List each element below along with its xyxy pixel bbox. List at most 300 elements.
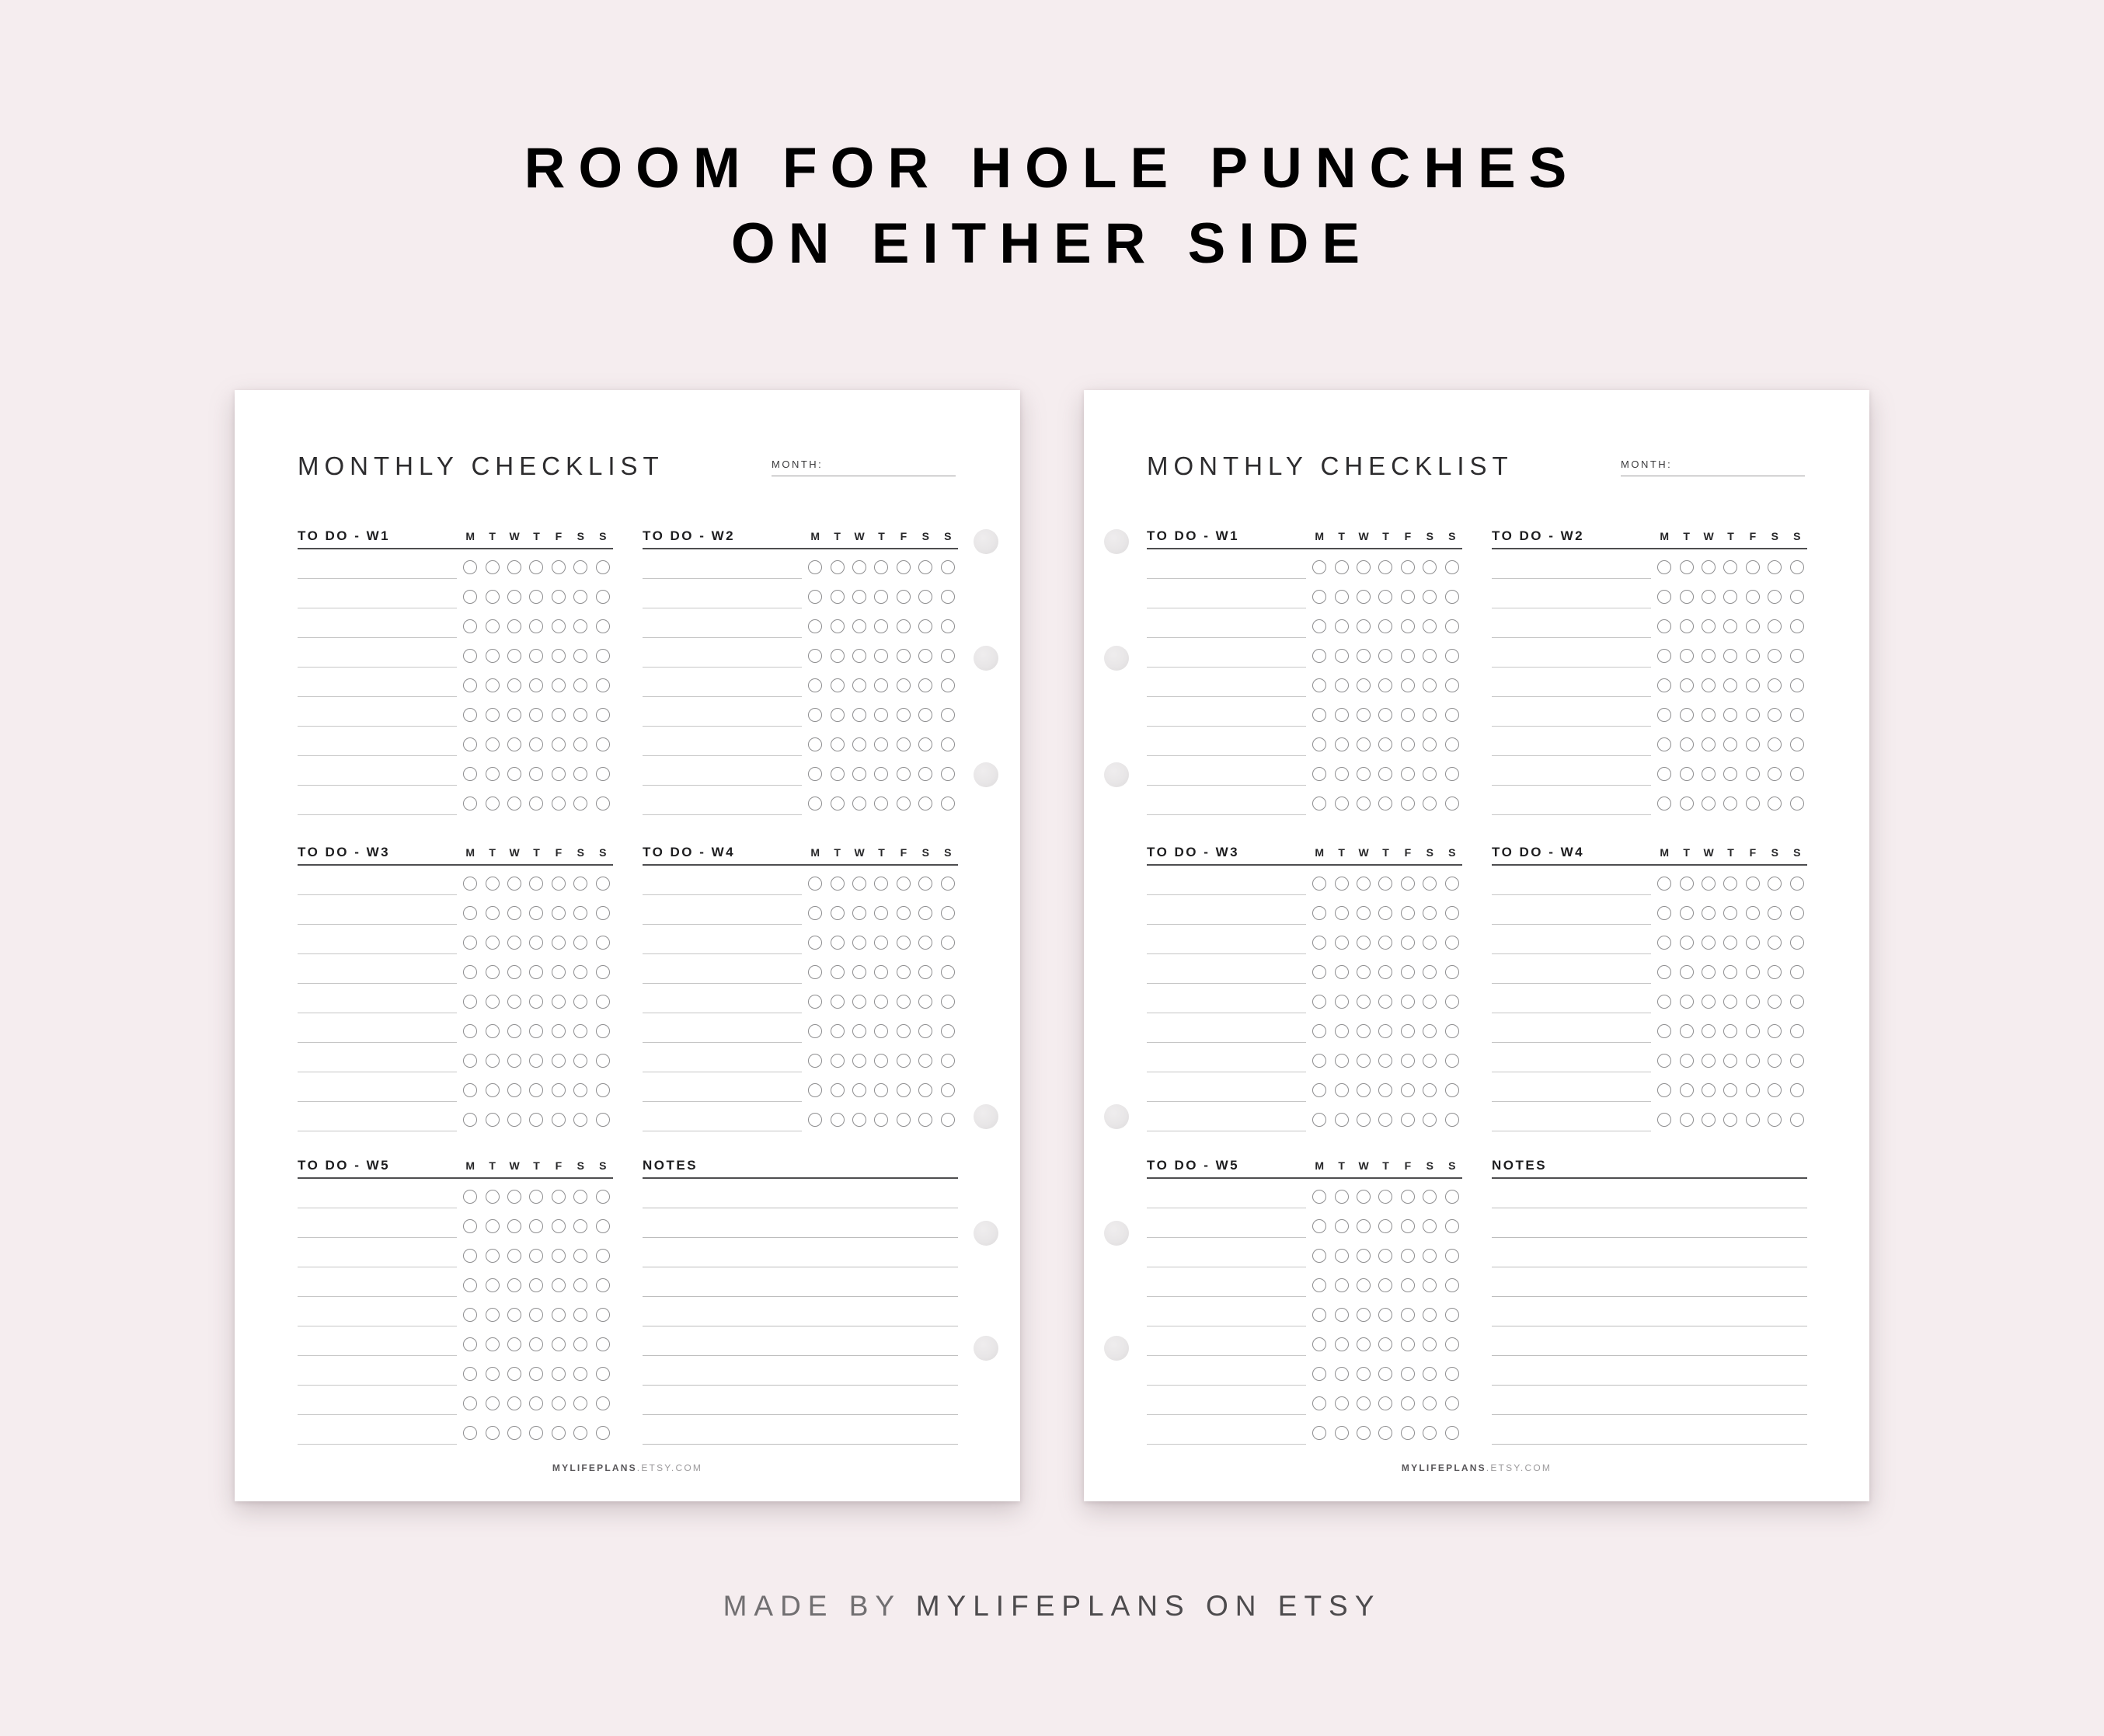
day-check-slot (1330, 1219, 1352, 1233)
day-check-slot (1419, 1278, 1440, 1292)
check-circle (1312, 1308, 1326, 1322)
check-circle (486, 560, 500, 574)
day-check-slot (1698, 877, 1719, 891)
check-circle (1680, 797, 1694, 810)
day-check-slot (1374, 619, 1396, 633)
day-check-slot (525, 649, 547, 663)
day-check-slot (848, 560, 870, 574)
day-check-slot (1308, 708, 1330, 722)
day-check-slot (481, 678, 503, 692)
day-check-slot (1419, 1367, 1440, 1381)
check-circle (808, 767, 822, 781)
day-check-slot (1698, 590, 1719, 604)
section-header (298, 1156, 613, 1179)
day-check-slot (1397, 1190, 1419, 1204)
day-check-slot (548, 1278, 570, 1292)
check-circle (486, 590, 500, 604)
check-circle (1702, 797, 1716, 810)
day-check-slot (1441, 1024, 1463, 1038)
check-circle (1790, 619, 1804, 633)
day-check-circles (459, 1308, 614, 1322)
weekday-letter: W (509, 1159, 520, 1172)
check-circle (1723, 767, 1737, 781)
check-circle (1723, 678, 1737, 692)
section-label: TO DO - W2 (643, 528, 736, 543)
check-circle (1401, 1396, 1415, 1410)
check-circle (486, 877, 500, 891)
check-circle (507, 678, 521, 692)
day-check-slot (570, 1308, 591, 1322)
day-check-slot (1397, 737, 1419, 751)
check-circle (552, 619, 566, 633)
check-circle (1312, 560, 1326, 574)
task-row (1492, 727, 1807, 756)
day-check-slot (570, 1278, 591, 1292)
check-circle (1423, 678, 1437, 692)
day-check-slot (1441, 797, 1463, 810)
check-circle (1723, 649, 1737, 663)
notes-row (643, 1326, 958, 1356)
day-check-slot (1764, 1024, 1785, 1038)
check-circle (1401, 708, 1415, 722)
task-row (1147, 697, 1462, 727)
task-row (643, 786, 958, 815)
check-circle (1657, 906, 1671, 920)
task-row (643, 549, 958, 579)
check-circle (1746, 877, 1760, 891)
day-check-slot (481, 1308, 503, 1322)
day-check-circles (804, 767, 959, 781)
day-check-slot (1698, 619, 1719, 633)
check-circle (831, 678, 845, 692)
day-check-slot (570, 678, 591, 692)
check-circle (1357, 1054, 1371, 1068)
day-check-slot (1698, 560, 1719, 574)
check-circle (596, 1337, 610, 1351)
day-check-slot (1353, 1054, 1374, 1068)
day-check-slot (459, 877, 481, 891)
weekday-letter: T (834, 530, 841, 542)
check-circle (463, 737, 477, 751)
day-check-slot (914, 590, 936, 604)
day-check-slot (481, 590, 503, 604)
day-check-slot (459, 1278, 481, 1292)
day-check-slot (481, 1337, 503, 1351)
day-check-slot (893, 797, 914, 810)
check-circle (1357, 1278, 1371, 1292)
check-circle (463, 877, 477, 891)
check-circle (1335, 1219, 1349, 1233)
day-check-slot (1675, 590, 1697, 604)
day-check-slot (1397, 906, 1419, 920)
day-check-slot (1441, 1249, 1463, 1263)
day-check-slot (592, 965, 614, 979)
hole-punch (974, 762, 998, 787)
check-circle (1680, 995, 1694, 1009)
check-circle (596, 1278, 610, 1292)
check-circle (1312, 1083, 1326, 1097)
notes-row (1492, 1267, 1807, 1297)
day-check-slot (1742, 767, 1764, 781)
day-check-slot (1698, 965, 1719, 979)
check-circle (1746, 1054, 1760, 1068)
check-circle (874, 1083, 888, 1097)
check-circle (1445, 708, 1459, 722)
day-check-slot (459, 965, 481, 979)
check-circle (1790, 797, 1804, 810)
day-check-slot (1719, 619, 1741, 633)
check-circle (573, 1219, 587, 1233)
day-check-slot (1719, 877, 1741, 891)
todo-section (1147, 1156, 1462, 1445)
weekday-letter: T (489, 530, 496, 542)
day-check-circles (459, 1054, 614, 1068)
day-check-slot (1786, 1054, 1808, 1068)
day-check-circles (804, 877, 959, 891)
day-check-slot (893, 619, 914, 633)
check-circle (1423, 1308, 1437, 1322)
day-check-slot (848, 936, 870, 950)
check-circle (573, 1278, 587, 1292)
day-check-slot (826, 877, 848, 891)
day-check-slot (525, 936, 547, 950)
weekday-letter: W (509, 530, 520, 542)
day-check-slot (1419, 965, 1440, 979)
day-check-slot (1353, 649, 1374, 663)
check-circle (507, 936, 521, 950)
day-check-slot (525, 877, 547, 891)
check-circle (1768, 590, 1782, 604)
day-check-slot (459, 1219, 481, 1233)
task-writing-line (1147, 1444, 1306, 1445)
check-circle (1312, 1426, 1326, 1440)
month-field (1621, 458, 1805, 476)
check-circle (1445, 1190, 1459, 1204)
day-check-slot (570, 1249, 591, 1263)
hole-punch (974, 529, 998, 554)
day-check-circles (459, 965, 614, 979)
check-circle (1423, 1249, 1437, 1263)
check-circle (486, 737, 500, 751)
check-circle (507, 590, 521, 604)
check-circle (852, 1024, 866, 1038)
task-row (298, 925, 613, 954)
check-circle (1790, 649, 1804, 663)
task-row (298, 1326, 613, 1356)
check-circle (1445, 767, 1459, 781)
check-circle (941, 649, 955, 663)
day-check-slot (570, 649, 591, 663)
notes-row (643, 1297, 958, 1326)
check-circle (852, 767, 866, 781)
check-circle (1335, 1190, 1349, 1204)
day-check-slot (1675, 767, 1697, 781)
check-circle (1445, 1337, 1459, 1351)
check-circle (573, 1024, 587, 1038)
check-circle (897, 590, 911, 604)
task-row (1147, 1043, 1462, 1072)
check-circle (463, 1249, 477, 1263)
todo-section (1492, 843, 1807, 1131)
day-check-slot (525, 1278, 547, 1292)
todo-section (298, 843, 613, 1131)
day-check-slot (481, 560, 503, 574)
day-check-slot (1353, 1219, 1374, 1233)
day-check-slot (1675, 649, 1697, 663)
day-check-slot (592, 877, 614, 891)
day-check-slot (848, 649, 870, 663)
day-check-slot (848, 1054, 870, 1068)
day-check-slot (937, 965, 959, 979)
check-circle (1335, 590, 1349, 604)
day-check-slot (548, 1308, 570, 1322)
day-check-slot (548, 1113, 570, 1127)
day-check-slot (1419, 649, 1440, 663)
section-label: TO DO - W3 (1147, 845, 1240, 859)
weekday-letters (1308, 1159, 1463, 1172)
task-row (1147, 668, 1462, 697)
day-check-slot (1786, 619, 1808, 633)
day-check-slot (826, 995, 848, 1009)
task-row (1147, 608, 1462, 638)
bottom-caption (0, 1590, 2104, 1623)
day-check-slot (1698, 797, 1719, 810)
day-check-slot (1308, 906, 1330, 920)
day-check-slot (1397, 767, 1419, 781)
check-circle (1790, 995, 1804, 1009)
check-circle (874, 560, 888, 574)
weekday-letter: W (1703, 846, 1714, 859)
check-circle (1423, 1083, 1437, 1097)
check-circle (1746, 737, 1760, 751)
day-check-circles (1653, 737, 1808, 751)
day-check-slot (870, 906, 892, 920)
day-check-slot (1675, 737, 1697, 751)
hole-punch (974, 1104, 998, 1129)
weekday-letter: T (1338, 846, 1345, 859)
task-row (1492, 608, 1807, 638)
check-circle (1657, 1113, 1671, 1127)
check-circle (529, 1190, 543, 1204)
day-check-slot (1419, 708, 1440, 722)
day-check-slot (481, 1249, 503, 1263)
day-check-slot (1786, 678, 1808, 692)
day-check-slot (570, 708, 591, 722)
day-check-slot (870, 1054, 892, 1068)
day-check-slot (1742, 1024, 1764, 1038)
check-circle (1723, 906, 1737, 920)
check-circle (897, 1083, 911, 1097)
check-circle (596, 1426, 610, 1440)
day-check-circles (459, 906, 614, 920)
day-check-slot (1397, 560, 1419, 574)
day-check-circles (1308, 590, 1463, 604)
weekday-letter: S (577, 530, 584, 542)
check-circle (507, 1367, 521, 1381)
check-circle (486, 1396, 500, 1410)
day-check-slot (548, 1024, 570, 1038)
check-circle (852, 560, 866, 574)
check-circle (852, 649, 866, 663)
check-circle (918, 590, 932, 604)
day-check-slot (1719, 995, 1741, 1009)
day-check-slot (1675, 797, 1697, 810)
day-check-slot (893, 649, 914, 663)
day-check-slot (1419, 1426, 1440, 1440)
check-circle (507, 906, 521, 920)
task-row (1492, 1013, 1807, 1043)
day-check-slot (1653, 708, 1675, 722)
check-circle (1378, 1337, 1392, 1351)
day-check-slot (1653, 1083, 1675, 1097)
day-check-slot (570, 1337, 591, 1351)
check-circle (1401, 590, 1415, 604)
task-row (1492, 1102, 1807, 1131)
day-check-slot (870, 619, 892, 633)
day-check-slot (1675, 678, 1697, 692)
check-circle (1702, 649, 1716, 663)
check-circle (1657, 965, 1671, 979)
day-check-slot (525, 1396, 547, 1410)
day-check-slot (937, 1054, 959, 1068)
check-circle (1357, 965, 1371, 979)
day-check-circles (1308, 1337, 1463, 1351)
task-row (1492, 866, 1807, 895)
check-circle (1768, 877, 1782, 891)
day-check-slot (570, 936, 591, 950)
check-circle (529, 767, 543, 781)
footer-suffix: .ETSY.COM (1486, 1462, 1552, 1473)
day-check-slot (1653, 1054, 1675, 1068)
weekday-letter: S (1426, 846, 1433, 859)
check-circle (463, 1024, 477, 1038)
day-check-slot (1374, 1113, 1396, 1127)
section-header (1492, 1156, 1807, 1179)
weekday-letter: W (1703, 530, 1714, 542)
check-circle (808, 737, 822, 751)
check-circle (1768, 995, 1782, 1009)
check-circle (1790, 1113, 1804, 1127)
check-circle (897, 1054, 911, 1068)
day-check-circles (459, 1024, 614, 1038)
weekday-letter: T (1683, 530, 1690, 542)
day-check-circles (1308, 1308, 1463, 1322)
weekday-letter: S (577, 1159, 584, 1172)
day-check-slot (826, 708, 848, 722)
day-check-slot (937, 560, 959, 574)
check-circle (831, 619, 845, 633)
weekday-letter: S (1426, 1159, 1433, 1172)
weekday-letter: T (1683, 846, 1690, 859)
day-check-slot (1397, 1219, 1419, 1233)
day-check-slot (525, 995, 547, 1009)
day-check-slot (1764, 678, 1785, 692)
day-check-slot (592, 936, 614, 950)
check-circle (1335, 797, 1349, 810)
check-circle (1445, 1219, 1459, 1233)
check-circle (852, 936, 866, 950)
check-circle (808, 1113, 822, 1127)
caption-made-by: MADE BY (723, 1590, 916, 1622)
check-circle (1657, 877, 1671, 891)
task-row (643, 608, 958, 638)
check-circle (529, 1113, 543, 1127)
day-check-slot (1786, 649, 1808, 663)
day-check-slot (848, 1113, 870, 1127)
weekday-letter: M (1660, 530, 1670, 542)
day-check-slot (459, 649, 481, 663)
check-circle (552, 560, 566, 574)
day-check-slot (1698, 737, 1719, 751)
check-circle (918, 1054, 932, 1068)
check-circle (918, 1083, 932, 1097)
weekday-letters (804, 530, 959, 542)
check-circle (1768, 737, 1782, 751)
task-row (1147, 895, 1462, 925)
check-circle (1702, 560, 1716, 574)
day-check-slot (570, 995, 591, 1009)
task-row (1147, 1179, 1462, 1208)
day-check-slot (548, 1396, 570, 1410)
day-check-slot (570, 1396, 591, 1410)
check-circle (1723, 797, 1737, 810)
check-circle (573, 1113, 587, 1127)
check-circle (1768, 1113, 1782, 1127)
day-check-slot (1419, 906, 1440, 920)
check-circle (1335, 936, 1349, 950)
task-row (298, 727, 613, 756)
weekday-letter: T (1382, 530, 1389, 542)
notes-row (1492, 1238, 1807, 1267)
task-row (1492, 925, 1807, 954)
day-check-slot (459, 1054, 481, 1068)
day-check-slot (1308, 1249, 1330, 1263)
check-circle (596, 767, 610, 781)
day-check-slot (503, 877, 525, 891)
todo-section (643, 527, 958, 815)
check-circle (1746, 560, 1760, 574)
check-circle (1335, 877, 1349, 891)
day-check-circles (459, 649, 614, 663)
section-header (643, 1156, 958, 1179)
day-check-slot (1397, 708, 1419, 722)
day-check-slot (1653, 995, 1675, 1009)
check-circle (1312, 1219, 1326, 1233)
day-check-slot (503, 708, 525, 722)
check-circle (852, 708, 866, 722)
check-circle (1378, 1083, 1392, 1097)
check-circle (874, 797, 888, 810)
day-check-slot (1764, 1054, 1785, 1068)
check-circle (507, 1308, 521, 1322)
day-check-slot (870, 877, 892, 891)
day-check-slot (1742, 1083, 1764, 1097)
check-circle (1723, 737, 1737, 751)
day-check-slot (1764, 619, 1785, 633)
check-circle (486, 1249, 500, 1263)
check-circle (897, 965, 911, 979)
check-circle (1312, 1190, 1326, 1204)
day-check-slot (1308, 1113, 1330, 1127)
check-circle (1378, 906, 1392, 920)
day-check-slot (548, 767, 570, 781)
day-check-slot (1698, 767, 1719, 781)
day-check-slot (503, 1219, 525, 1233)
check-circle (1768, 649, 1782, 663)
day-check-slot (481, 1426, 503, 1440)
day-check-slot (1419, 1337, 1440, 1351)
weekday-letter: S (599, 530, 607, 542)
